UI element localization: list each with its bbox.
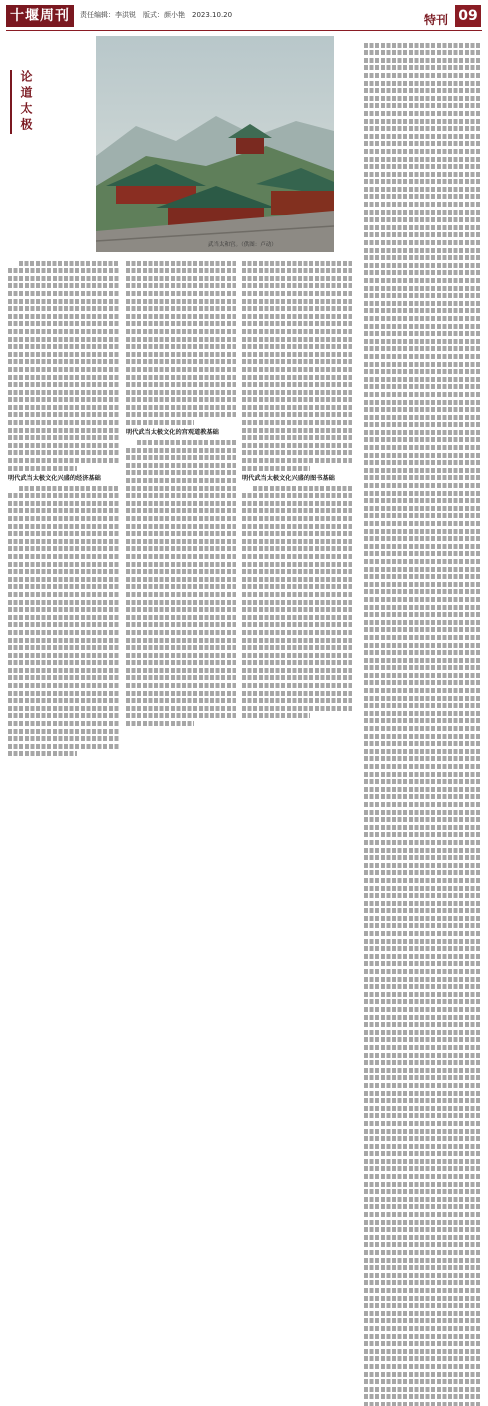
article-column-4 — [364, 40, 480, 1406]
column-title — [10, 70, 36, 134]
article-column-1 — [8, 258, 120, 759]
page-header — [0, 0, 488, 34]
temple-photo — [96, 36, 334, 252]
subhead-books: 明代武当太极文化兴盛的图书基础 — [242, 474, 335, 482]
header-rule — [6, 30, 482, 31]
masthead: 十堰周刊 — [6, 5, 74, 27]
subhead-economic: 明代武当太极文化兴盛的经济基础 — [8, 474, 101, 482]
article-column-3 — [242, 258, 352, 721]
editor-credits: 责任编辑：李洪锐 版式：颜小艳 2023.10.20 — [80, 11, 233, 19]
article-column-2 — [126, 258, 236, 729]
subhead-temple: 明代武当太极文化的宫观道教基础 — [126, 429, 219, 437]
column-title-text: 论道太极 — [19, 70, 33, 134]
photo-caption: 武当太和宫。（供图：卢动） — [208, 242, 277, 248]
page-number: 09 — [455, 5, 481, 27]
section-tag: 特刊 — [424, 13, 449, 27]
